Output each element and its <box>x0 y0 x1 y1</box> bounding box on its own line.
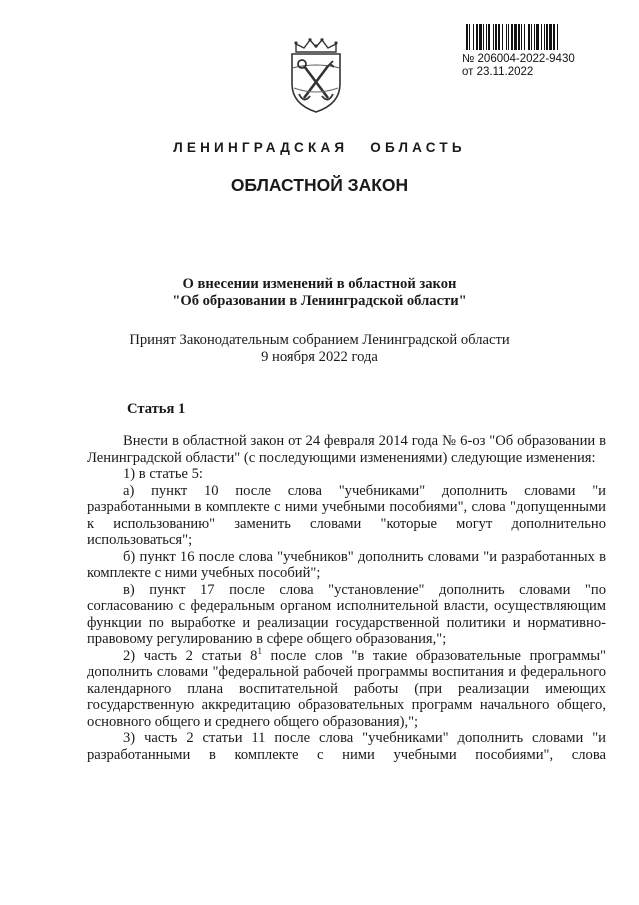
article-body <box>87 433 606 763</box>
paragraph-item-1a: а) пункт 10 после слова "учебниками" дополнить словами "и разработанными в комплекте с ними учебными пособиями", слова "допущенными к использованию" заменить словами "которые могут дополнительно использоваться"; <box>87 482 606 548</box>
registration-date: от 23.11.2022 <box>462 66 534 78</box>
item-2-rest: после слов "в такие образовательные программы" дополнить словами "федеральной рабочей программы воспитания и федерального календарного плана воспитательной работы (при реализации имеющих государственную аккредитацию образовательных программ начального общего, основного общего и среднего общего образования),"; <box>87 647 607 730</box>
adoption-date: 9 ноября 2022 года <box>261 348 378 365</box>
paragraph-item-1b: б) пункт 16 после слова "учебников" дополнить словами "и разработанных в комплекте с ними учебных пособий"; <box>87 548 606 581</box>
adoption-note <box>0 332 639 365</box>
law-title <box>0 276 639 309</box>
barcode-bar <box>558 24 559 50</box>
paragraph-item-1c: в) пункт 17 после слова "установление" дополнить словами "по согласованию с федеральным органом исполнительной власти, осуществляющим функции по выработке и реализации государственной политики и нормативно-правовому регулированию в сфере общего образования,"; <box>87 581 606 647</box>
registration-number: № 206004-2022-9430 <box>462 53 575 65</box>
article-heading: Статья 1 <box>127 401 186 417</box>
paragraph-intro: Внести в областной закон от 24 февраля 2014 года № 6-оз "Об образовании в Ленинградской области" (с последующими изменениями) следующие изменения: <box>87 433 606 466</box>
coat-of-arms-icon <box>286 38 346 114</box>
paragraph-item-3: 3) часть 2 статьи 11 после слова "учебниками" дополнить словами "и разработанными в комплекте с ними учебными пособиями", слова <box>87 730 606 763</box>
paragraph-item-1: 1) в статье 5: <box>123 466 203 482</box>
law-title-line-1: О внесении изменений в областной закон <box>182 276 457 292</box>
barcode <box>466 24 618 50</box>
superscript-1: 1 <box>257 645 262 656</box>
law-title-line-2: "Об образовании в Ленинградской области" <box>172 292 467 309</box>
adoption-line-1: Принят Законодательным собранием Ленинградской области <box>129 332 510 348</box>
registration-block <box>462 53 575 79</box>
region-heading: ЛЕНИНГРАДСКАЯ ОБЛАСТЬ <box>173 140 466 155</box>
document-type-heading: ОБЛАСТНОЙ ЗАКОН <box>230 175 409 195</box>
paragraph-item-2 <box>87 645 607 731</box>
item-2-lead: 2) часть 2 статьи 8 <box>123 647 258 664</box>
